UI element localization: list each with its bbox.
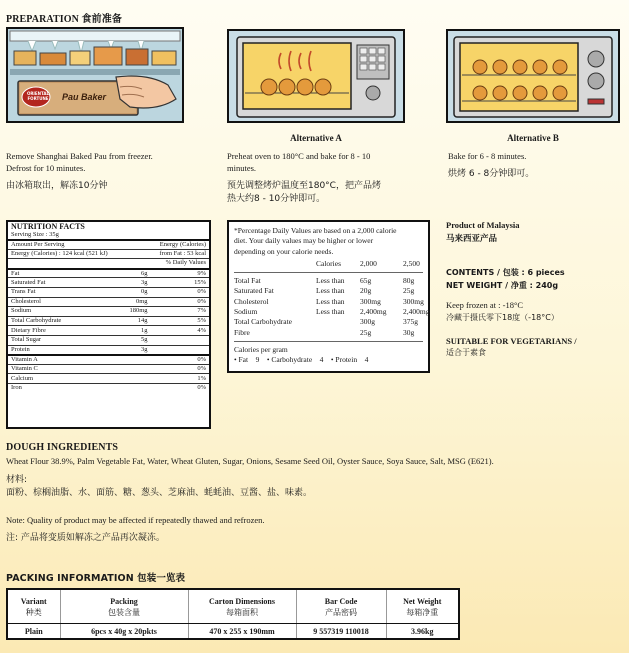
dv-row [234, 297, 423, 307]
step1-text-en-2: Defrost for 10 minutes. [6, 163, 86, 173]
step2-text-en-2: minutes. [227, 163, 257, 173]
dv-cell: 375g [403, 317, 418, 327]
packing-header-cell [188, 590, 296, 624]
dv-cell: 80g [403, 276, 415, 286]
nutrient-dv: 5% [197, 317, 206, 325]
package-brand: ORIENTAL FORTUNE [26, 91, 50, 101]
nutrient-dv: 0% [197, 297, 206, 305]
preparation-title: PREPARATION 食前准备 [6, 14, 122, 25]
nutrient-name: Sodium [11, 307, 32, 315]
packing-header-cell [60, 590, 188, 624]
dv-intro-3: depending on your calorie needs. [234, 246, 334, 256]
package-name: Pau Baker [62, 92, 107, 102]
dv-cell: Fibre [234, 327, 250, 337]
nutrient-dv: 4% [197, 326, 206, 334]
nutrient-name: Saturated Fat [11, 278, 46, 286]
step2-text-en-1: Preheat oven to 180°C and bake for 8 - 10 [227, 151, 371, 161]
step1-text-zh: 由冰箱取出，解冻10分钟 [6, 181, 108, 191]
step2-text-zh-2: 热大约8 - 10分钟即可。 [227, 194, 326, 204]
step1-text-en-1: Remove Shanghai Baked Pau from freezer. [6, 151, 153, 161]
nutrition-row [8, 306, 209, 316]
dv-row [234, 328, 423, 338]
oven-a-illustration [227, 29, 405, 123]
packing-cell: 9 557319 110018 [296, 624, 386, 638]
packing-header-cell [8, 590, 60, 624]
nutrition-row [8, 335, 209, 345]
packing-header-zh: 产品密码 [325, 607, 357, 617]
dv-cell: Less than [316, 296, 345, 306]
nutrient-amount: 1g [141, 326, 148, 334]
nutrient-dv: 9% [197, 269, 206, 277]
nutrition-row [8, 364, 209, 374]
dv-header: % Daily Values [165, 259, 206, 267]
daily-values-box [227, 220, 430, 373]
per-gram-label: Calories per gram [234, 344, 288, 354]
nutrition-row [8, 287, 209, 297]
nutrient-amount: 3g [141, 278, 148, 286]
nutrient-name: Calcium [11, 374, 34, 382]
nutrient-dv: 7% [197, 307, 206, 315]
packing-header-cell [386, 590, 458, 624]
nutrient-amount: 6g [141, 269, 148, 277]
vegetarian-en: SUITABLE FOR VEGETARIANS / [446, 336, 577, 346]
nutrition-facts-table [6, 220, 211, 429]
nutrient-dv: 0% [197, 365, 206, 373]
dv-header-cell: 2,000 [360, 258, 377, 268]
dv-cell [316, 328, 360, 338]
nutrition-row [8, 383, 209, 393]
dv-cell: 20g [360, 286, 372, 296]
packing-header-en: Bar Code [324, 596, 358, 606]
packing-header-zh: 包装含量 [108, 607, 140, 617]
packing-header-zh: 每箱面积 [226, 607, 258, 617]
nutrient-amount: 14g [137, 317, 148, 325]
nutrient-name: Trans Fat [11, 288, 36, 296]
nutrient-amount: 5g [141, 336, 148, 344]
nutrient-name: Vitamin C [11, 365, 38, 373]
keep-frozen-en: Keep frozen at : -18°C [446, 300, 524, 310]
nutrient-dv: 15% [194, 278, 206, 286]
dv-header-cell [234, 259, 316, 269]
nutrient-amount: 0mg [135, 297, 148, 305]
step3-text-en: Bake for 6 - 8 minutes. [448, 151, 527, 161]
packing-header-en: Carton Dimensions [208, 596, 275, 606]
dv-cell: 300g [360, 317, 375, 327]
nutrition-title: NUTRITION FACTS [11, 222, 85, 231]
dv-cell: 65g [360, 276, 372, 286]
dv-row [234, 286, 423, 296]
origin-en: Product of Malaysia [446, 220, 520, 230]
ingredients-text-zh: 面粉、棕榈油脂、水、面筋、糖、葱头、芝麻油、蚝蚝油、豆酱、盐、味素。 [6, 488, 313, 498]
from-fat: from Fat : 53 kcal [159, 249, 206, 257]
dv-cell: 30g [403, 327, 415, 337]
dv-cell: Less than [316, 286, 345, 296]
dv-header-cell: Calories [316, 258, 341, 268]
dv-cell: 2,400mg [360, 307, 387, 317]
freezer-illustration [6, 27, 184, 123]
dv-cell: Less than [316, 276, 345, 286]
step3-text-zh: 烘烤 6 - 8分钟即可。 [448, 169, 535, 179]
nutrient-name: Cholesterol [11, 297, 41, 305]
dv-row [234, 317, 423, 327]
alternative-b-caption: Alternative B [507, 133, 559, 143]
dv-cell: Total Carbohydrate [234, 317, 292, 327]
packing-cell: 3.96kg [386, 624, 458, 638]
step2-text-zh-1: 预先调整烤炉温度至180°C，把产品烤 [227, 181, 381, 191]
nutrient-amount: 180mg [129, 307, 148, 315]
dv-cell: 25g [403, 286, 415, 296]
nutrition-row [8, 277, 209, 287]
dv-cell [316, 317, 360, 327]
note-text-zh: 注: 产品将变质如解冻之产品再次凝冻。 [6, 533, 165, 543]
ingredients-title: DOUGH INGREDIENTS [6, 442, 118, 453]
dv-cell: 300mg [403, 296, 424, 306]
dv-cell: 25g [360, 327, 372, 337]
energy-value: Energy (Calories) : 124 kcal (521 kJ) [11, 249, 108, 257]
dv-cell: Sodium [234, 307, 258, 317]
nutrient-name: Iron [11, 384, 22, 392]
net-weight: NET WEIGHT / 净重 : 240g [446, 281, 559, 290]
origin-zh: 马来西亚产品 [446, 234, 498, 244]
nutrient-name: Dietary Fibre [11, 326, 46, 334]
vegetarian-zh: 适合于素食 [446, 348, 486, 357]
nutrition-row [8, 297, 209, 307]
nutrient-dv: 0% [197, 288, 206, 296]
oven-b-illustration [446, 29, 620, 123]
amount-label: Amount Per Serving [11, 240, 65, 248]
note-text-en: Note: Quality of product may be affected if repeatedly thawed and refrozen. [6, 515, 265, 525]
dv-cell: Less than [316, 307, 345, 317]
nutrition-row [8, 325, 209, 335]
ingredients-text-en: Wheat Flour 38.9%, Palm Vegetable Fat, Water, Wheat Gluten, Sugar, Onions, Sesame Seed Oil, Oyster Sauce, Soya Sauce, Salt, MSG (E621). [6, 456, 494, 466]
dv-cell: 300mg [360, 296, 381, 306]
nutrient-name: Vitamin A [11, 355, 38, 363]
alternative-a-caption: Alternative A [290, 133, 342, 143]
nutrient-amount: 3g [141, 345, 148, 353]
contents: CONTENTS / 包装 : 6 pieces [446, 268, 565, 277]
packing-header-en: Variant [20, 596, 47, 606]
packing-header-en: Net Weight [403, 596, 442, 606]
dv-cell: 2,400mg [403, 307, 430, 317]
dv-cell: Total Fat [234, 276, 261, 286]
packing-title: PACKING INFORMATION 包装一览表 [6, 573, 186, 584]
dv-header-cell: 2,500 [403, 258, 420, 268]
dv-intro-1: *Percentage Daily Values are based on a 2,000 calorie [234, 226, 397, 235]
packing-cell: 6pcs x 40g x 20pkts [60, 624, 188, 638]
per-gram-values: • Fat 9 • Carbohydrate 4 • Protein 4 [234, 355, 369, 365]
packing-cell: Plain [24, 626, 43, 636]
dv-cell: Saturated Fat [234, 286, 274, 296]
nutrient-name: Total Sugar [11, 336, 42, 344]
packing-cell: 470 x 255 x 190mm [188, 624, 296, 638]
dv-row [234, 307, 430, 317]
nutrition-row [8, 316, 209, 326]
packing-header-zh: 种类 [25, 607, 42, 617]
dv-intro-2: diet. Your daily values may be higher or lower [234, 236, 374, 246]
nutrient-name: Fat [11, 269, 20, 277]
packing-header-cell [296, 590, 386, 624]
packing-header-zh: 每箱净重 [406, 607, 439, 617]
nutrition-row [8, 354, 209, 364]
packing-header-en: Packing [110, 596, 138, 606]
nutrient-dv: 1% [197, 374, 206, 382]
packing-table [6, 588, 460, 640]
dv-row [234, 276, 423, 286]
energy-label: Energy (Calories) [159, 240, 206, 248]
nutrient-dv: 0% [197, 355, 206, 363]
nutrition-row [8, 373, 209, 383]
dv-cell: Cholesterol [234, 296, 269, 306]
ingredients-label-zh: 材料: [6, 475, 28, 485]
nutrition-row [8, 268, 209, 278]
nutrient-name: Total Carbohydrate [11, 317, 62, 325]
keep-frozen-zh: 冷藏于摄氏零下18度（-18°C） [446, 313, 559, 322]
nutrient-name: Protein [11, 345, 30, 353]
nutrient-dv: 0% [197, 384, 206, 392]
nutrition-row [8, 345, 209, 355]
serving-size: Serving Size : 35g [11, 231, 59, 238]
nutrient-amount: 0g [141, 288, 148, 296]
